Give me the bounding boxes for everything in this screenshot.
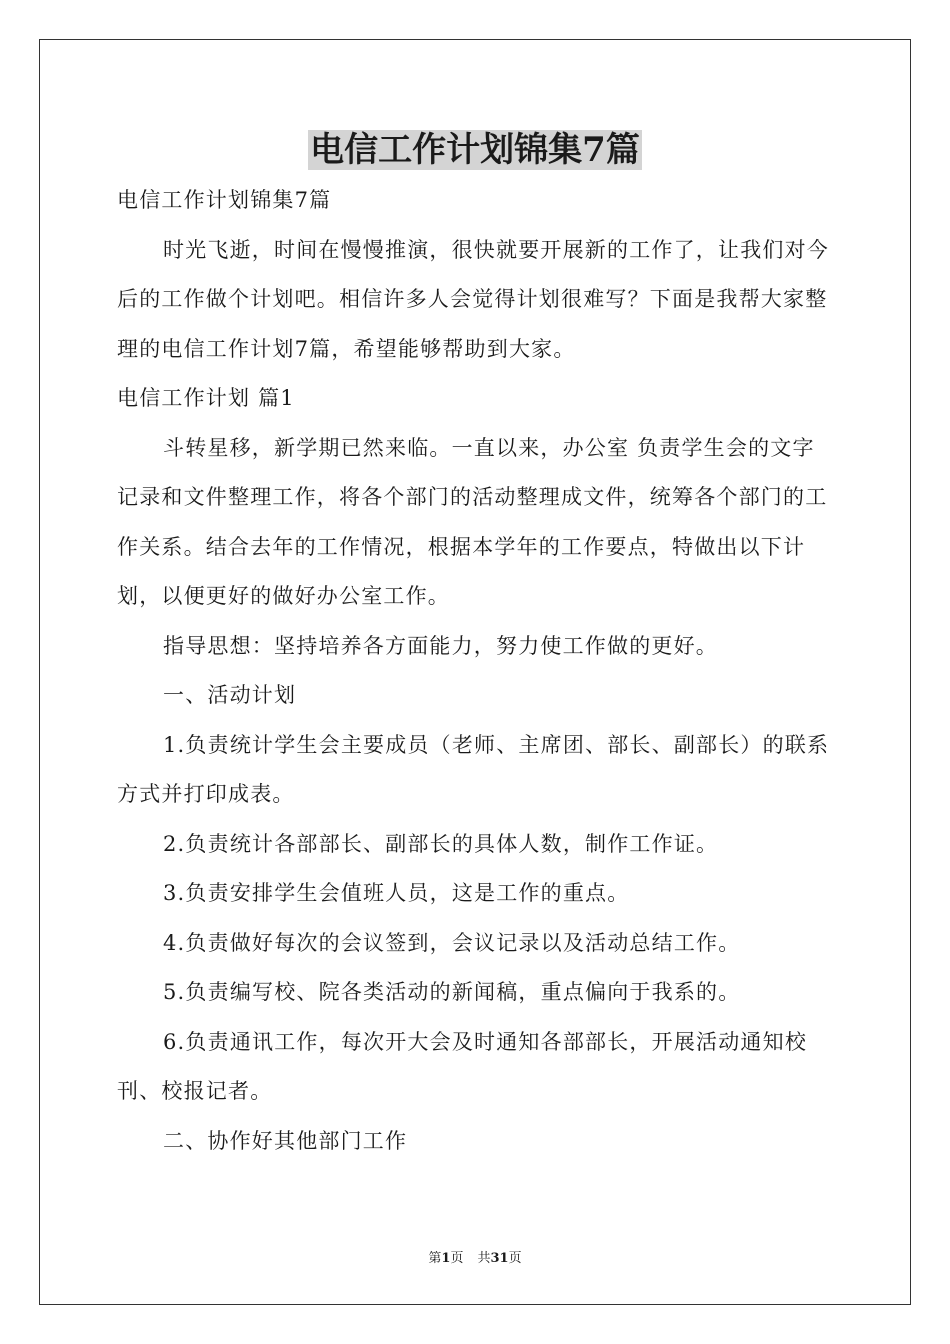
list-item: 1.负责统计学生会主要成员（老师、主席团、部长、副部长）的联系方式并打印成表。 bbox=[117, 732, 830, 806]
page-number: 1 bbox=[441, 1251, 451, 1266]
list-item: 2.负责统计各部部长、副部长的具体人数，制作工作证。 bbox=[163, 831, 719, 856]
document-title-text: 电信工作计划锦集7篇 bbox=[310, 130, 640, 170]
body-paragraph: 斗转星移，新学期已然来临。一直以来，办公室 负责学生会的文字记录和文件整理工作，将各个部门的活动整理成文件，统筹各个部门的工作关系。结合去年的工作情况，根据本学年的工作要点，特做出以下计划，以便更好的做好办公室工作。 bbox=[117, 435, 828, 608]
document-title bbox=[0, 128, 950, 172]
intro-paragraph: 时光飞逝，时间在慢慢推演，很快就要开展新的工作了，让我们对今后的工作做个计划吧。相信许多人会觉得计划很难写？下面是我帮大家整理的电信工作计划7篇，希望能够帮助到大家。 bbox=[117, 237, 829, 361]
section-heading: 电信工作计划 篇1 bbox=[117, 386, 295, 410]
list-item: 4.负责做好每次的会议签到，会议记录以及活动总结工作。 bbox=[163, 930, 741, 955]
list-item: 6.负责通讯工作，每次开大会及时通知各部部长，开展活动通知校刊、校报记者。 bbox=[117, 1029, 808, 1103]
page-suffix: 页 bbox=[450, 1251, 464, 1266]
list-item: 3.负责安排学生会值班人员，这是工作的重点。 bbox=[163, 881, 630, 905]
sub-heading-cooperation: 二、协作好其他部门工作 bbox=[163, 1128, 408, 1153]
page-footer bbox=[0, 1250, 950, 1268]
list-item: 5.负责编写校、院各类活动的新闻稿，重点偏向于我系的。 bbox=[163, 980, 741, 1004]
total-prefix: 共 bbox=[477, 1251, 491, 1266]
page-prefix: 第 bbox=[428, 1251, 442, 1266]
total-suffix: 页 bbox=[508, 1251, 522, 1266]
total-pages: 31 bbox=[490, 1251, 509, 1266]
guiding-principle: 指导思想：坚持培养各方面能力，努力使工作做的更好。 bbox=[163, 633, 718, 658]
sub-heading-activity-plan: 一、活动计划 bbox=[163, 683, 297, 707]
subtitle-line: 电信工作计划锦集7篇 bbox=[117, 188, 332, 212]
document-body bbox=[117, 176, 833, 1166]
